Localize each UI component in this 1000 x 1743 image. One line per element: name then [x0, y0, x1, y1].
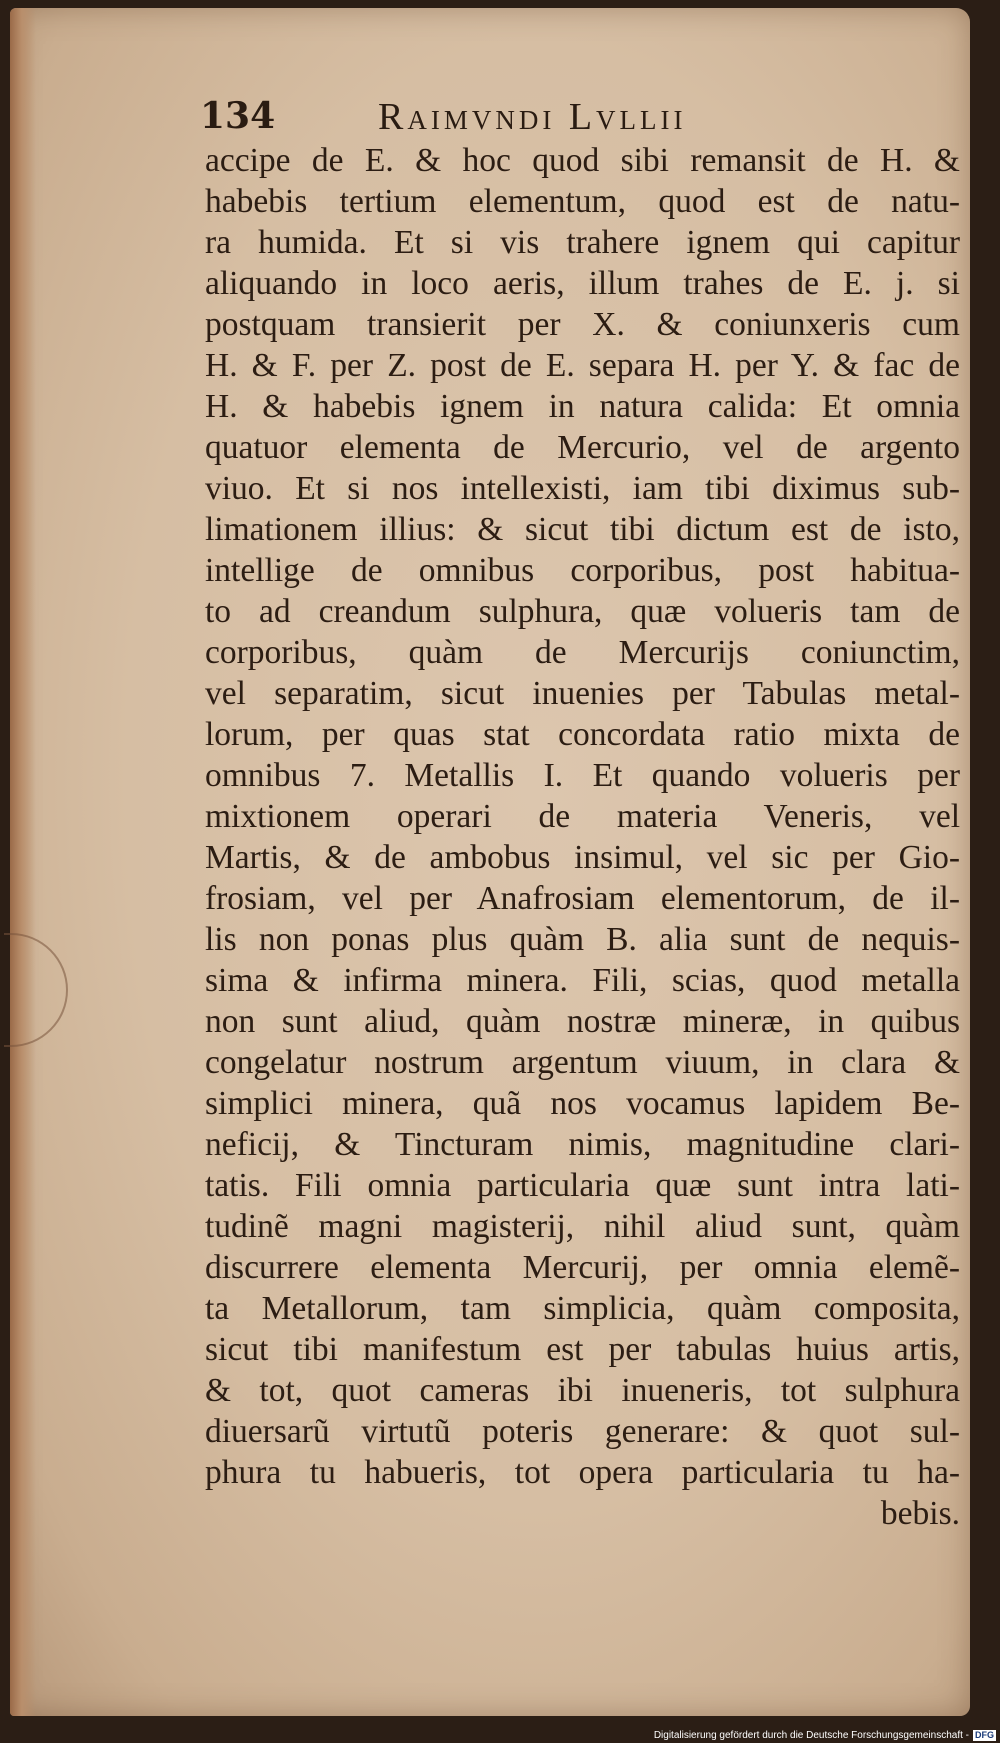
text-line: omnibus 7. Metallis I. Et quando volueris per	[205, 757, 960, 794]
footer-credit-text: Digitalisierung gefördert durch die Deutsche Forschungsgemeinschaft -	[653, 1730, 969, 1741]
text-line: sima & infirma minera. Fili, scias, quod metalla	[205, 962, 960, 999]
text-line: tudinẽ magni magisterij, nihil aliud sunt, quàm	[205, 1208, 960, 1245]
text-line: ta Metallorum, tam simplicia, quàm composita,	[205, 1290, 960, 1327]
text-line: non sunt aliud, quàm nostræ mineræ, in quibus	[205, 1003, 960, 1040]
text-line: H. & F. per Z. post de E. separa H. per Y. & fac de	[205, 347, 960, 384]
text-line: vel separatim, sicut inuenies per Tabulas metal-	[205, 675, 960, 712]
text-line: lorum, per quas stat concordata ratio mixta de	[205, 716, 960, 753]
text-line: simplici minera, quã nos vocamus lapidem Be-	[205, 1085, 960, 1122]
text-line: ra humida. Et si vis trahere ignem qui capitur	[205, 224, 960, 261]
text-line: mixtionem operari de materia Veneris, vel	[205, 798, 960, 835]
text-line: & tot, quot cameras ibi inueneris, tot sulphura	[205, 1372, 960, 1409]
text-line: viuo. Et si nos intellexisti, iam tibi diximus sub-	[205, 470, 960, 507]
text-line: frosiam, vel per Anafrosiam elementorum, de il-	[205, 880, 960, 917]
page-gutter-edge	[10, 8, 36, 1716]
text-line: quatuor elementa de Mercurio, vel de argento	[205, 429, 960, 466]
text-line: intellige de omnibus corporibus, post habitua-	[205, 552, 960, 589]
text-line: discurrere elementa Mercurij, per omnia elemẽ-	[205, 1249, 960, 1286]
text-line: Martis, & de ambobus insimul, vel sic per Gio-	[205, 839, 960, 876]
text-line: congelatur nostrum argentum viuum, in clara &	[205, 1044, 960, 1081]
text-line: bebis.	[880, 1495, 960, 1532]
text-line: aliquando in loco aeris, illum trahes de E. j. si	[205, 265, 960, 302]
text-line: accipe de E. & hoc quod sibi remansit de H. &	[205, 142, 960, 179]
text-line: lis non ponas plus quàm B. alia sunt de nequis-	[205, 921, 960, 958]
page-header	[200, 95, 960, 145]
text-line: H. & habebis ignem in natura calida: Et omnia	[205, 388, 960, 425]
clasp-mark	[4, 933, 68, 1047]
body-text	[205, 140, 960, 1534]
text-line: corporibus, quàm de Mercurijs coniunctim,	[205, 634, 960, 671]
digitization-footer	[600, 1728, 1000, 1743]
text-line: tatis. Fili omnia particularia quæ sunt intra lati-	[205, 1167, 960, 1204]
text-line: limationem illius: & sicut tibi dictum est de isto,	[205, 511, 960, 548]
text-line: to ad creandum sulphura, quæ volueris tam de	[205, 593, 960, 630]
text-line: diuersarũ virtutũ poteris generare: & quot sul-	[205, 1413, 960, 1450]
text-line: postquam transierit per X. & coniunxeris cum	[205, 306, 960, 343]
page-number: 134	[200, 95, 276, 137]
text-line: neficij, & Tincturam nimis, magnitudine clari-	[205, 1126, 960, 1163]
text-line: habebis tertium elementum, quod est de natu-	[205, 183, 960, 220]
text-line: sicut tibi manifestum est per tabulas huius artis,	[205, 1331, 960, 1368]
text-line: phura tu habueris, tot opera particularia tu ha-	[205, 1454, 960, 1491]
dfg-logo-icon: DFG	[975, 1729, 994, 1740]
running-title: Raimvndi Lvllii	[378, 96, 687, 138]
